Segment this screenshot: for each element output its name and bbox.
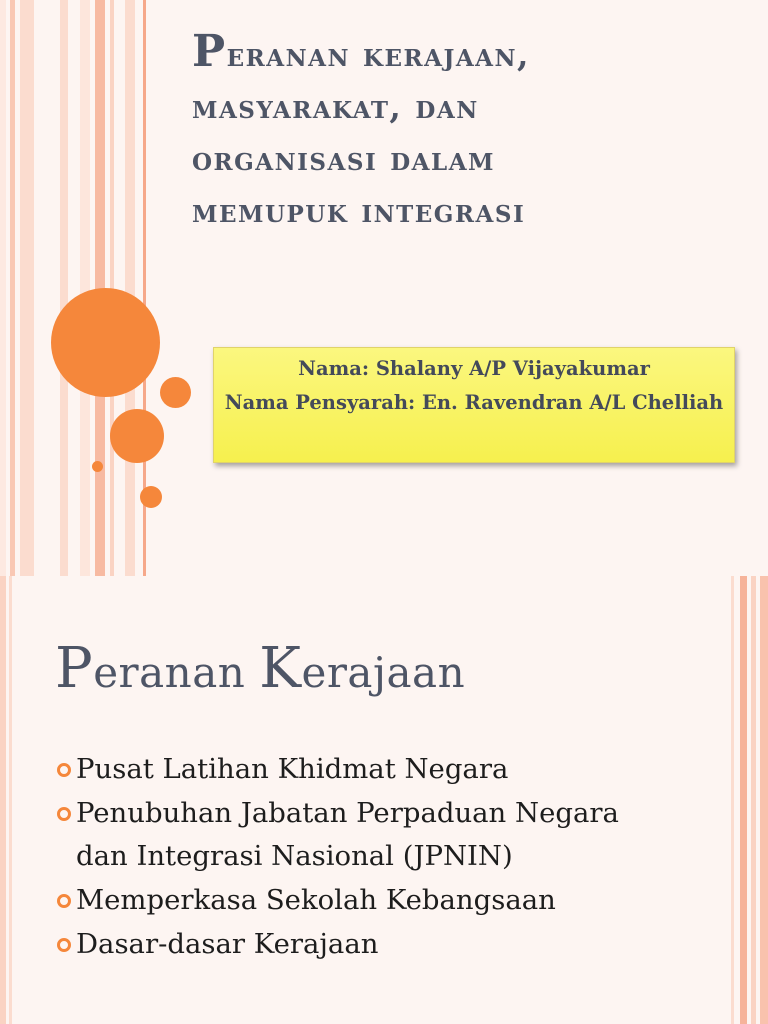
title-line-2: masyarakat, dan: [192, 87, 479, 126]
bullet-list: [55, 748, 665, 967]
circle-decoration: [110, 409, 164, 463]
content-slide: [0, 576, 768, 1024]
lecturer-name: Nama Pensyarah: En. Ravendran A/L Chelliah: [224, 391, 724, 414]
slide-title: [192, 26, 752, 237]
slide-title: Peranan Kerajaan: [55, 636, 466, 701]
stripe: [9, 576, 12, 1024]
title-line-4: memupuk integrasi: [192, 191, 526, 230]
stripe: [0, 0, 6, 576]
circle-decoration: [160, 377, 191, 408]
list-item: Memperkasa Sekolah Kebangsaan: [55, 879, 665, 922]
stripe: [10, 0, 15, 576]
list-item: Dasar-dasar Kerajaan: [55, 923, 665, 966]
stripe: [20, 0, 34, 576]
title-line-1: Peranan kerajaan,: [192, 26, 531, 77]
name-box: [213, 347, 735, 463]
student-name: Nama: Shalany A/P Vijayakumar: [298, 357, 650, 380]
stripe: [80, 0, 90, 576]
list-item: Pusat Latihan Khidmat Negara: [55, 748, 665, 791]
list-item: Penubuhan Jabatan Perpaduan Negara dan Integrasi Nasional (JPNIN): [55, 792, 665, 878]
stripe: [731, 576, 734, 1024]
circle-decoration: [140, 486, 162, 508]
circle-decoration: [51, 288, 160, 397]
stripe: [740, 576, 747, 1024]
bullet-ring-icon: [57, 894, 71, 908]
stripe: [0, 576, 6, 1024]
stripe: [60, 0, 68, 576]
bullet-ring-icon: [57, 807, 71, 821]
bullet-ring-icon: [57, 763, 71, 777]
stripe: [125, 0, 135, 576]
stripe: [751, 576, 756, 1024]
title-line-3: organisasi dalam: [192, 139, 495, 178]
bullet-ring-icon: [57, 938, 71, 952]
stripe: [760, 576, 768, 1024]
circle-decoration: [92, 461, 103, 472]
